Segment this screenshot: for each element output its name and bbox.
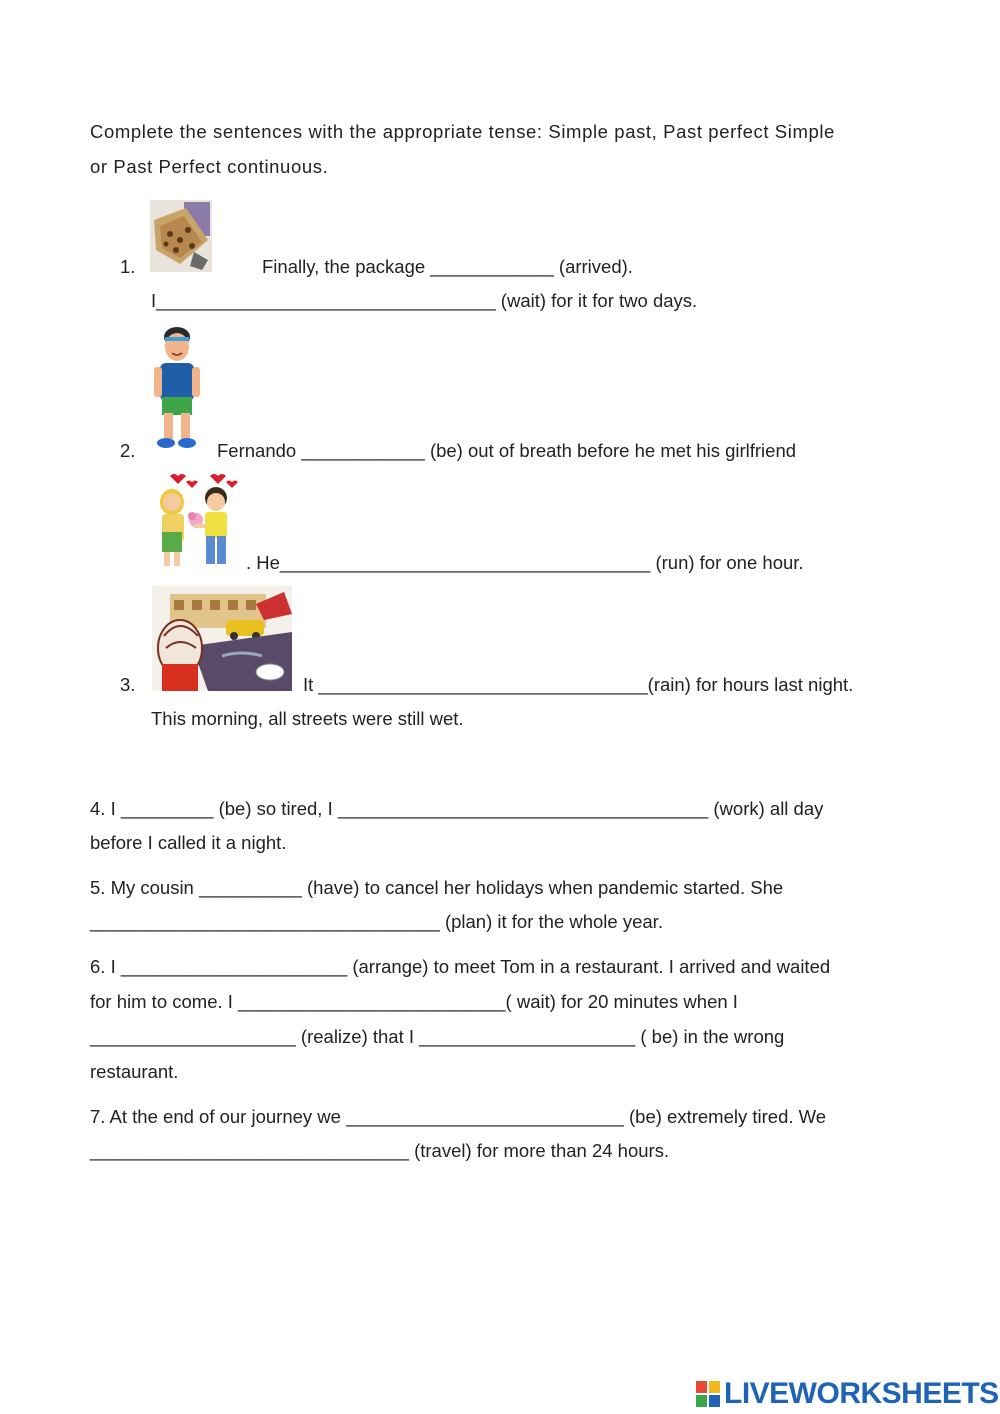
q2-text-1: Fernando ____________ (be) out of breath before he met his girlfriend [217, 440, 797, 461]
q6-line-1: 6. I ______________________ (arrange) to meet Tom in a restaurant. I arrived and waited [90, 956, 831, 977]
instructions-line-2: or Past Perfect continuous. [90, 156, 329, 177]
q2-number: 2. [120, 440, 136, 461]
q1-number: 1. [120, 256, 136, 277]
q3-text-1: It ________________________________(rain) for hours last night. [303, 674, 854, 695]
instructions-line-1: Complete the sentences with the appropriate tense: Simple past, Past perfect Simple [90, 121, 835, 142]
q7-line-1: 7. At the end of our journey we ___________________________ (be) extremely tired. We [90, 1106, 827, 1127]
q1-text-1: Finally, the package ____________ (arrived). [262, 256, 633, 277]
q4-line-1: 4. I _________ (be) so tired, I ____________________________________ (work) all day [90, 798, 824, 819]
couple-illustration [150, 470, 246, 570]
runner-illustration [152, 323, 202, 457]
q7-line-2: _______________________________ (travel) for more than 24 hours. [90, 1140, 670, 1161]
q3-number: 3. [120, 674, 136, 695]
q5-line-2: __________________________________ (plan) it for the whole year. [90, 911, 663, 932]
rainy-street-illustration [152, 586, 292, 691]
q1-text-2: I_________________________________ (wait) for it for two days. [151, 290, 698, 311]
q5-line-1: 5. My cousin __________ (have) to cancel her holidays when pandemic started. She [90, 877, 784, 898]
q4-line-2: before I called it a night. [90, 832, 287, 853]
liveworksheets-logo-icon [696, 1379, 720, 1409]
q6-line-2: for him to come. I __________________________( wait) for 20 minutes when I [90, 991, 738, 1012]
q6-line-3: ____________________ (realize) that I _____________________ ( be) in the wrong [90, 1026, 785, 1047]
q2-text-2: . He____________________________________ (run) for one hour. [246, 552, 804, 573]
liveworksheets-brand: LIVEWORKSHEETS [724, 1377, 999, 1410]
q6-line-4: restaurant. [90, 1061, 179, 1082]
package-illustration [150, 200, 212, 272]
q3-text-2: This morning, all streets were still wet. [151, 708, 464, 729]
liveworksheets-logo[interactable] [696, 1376, 999, 1412]
